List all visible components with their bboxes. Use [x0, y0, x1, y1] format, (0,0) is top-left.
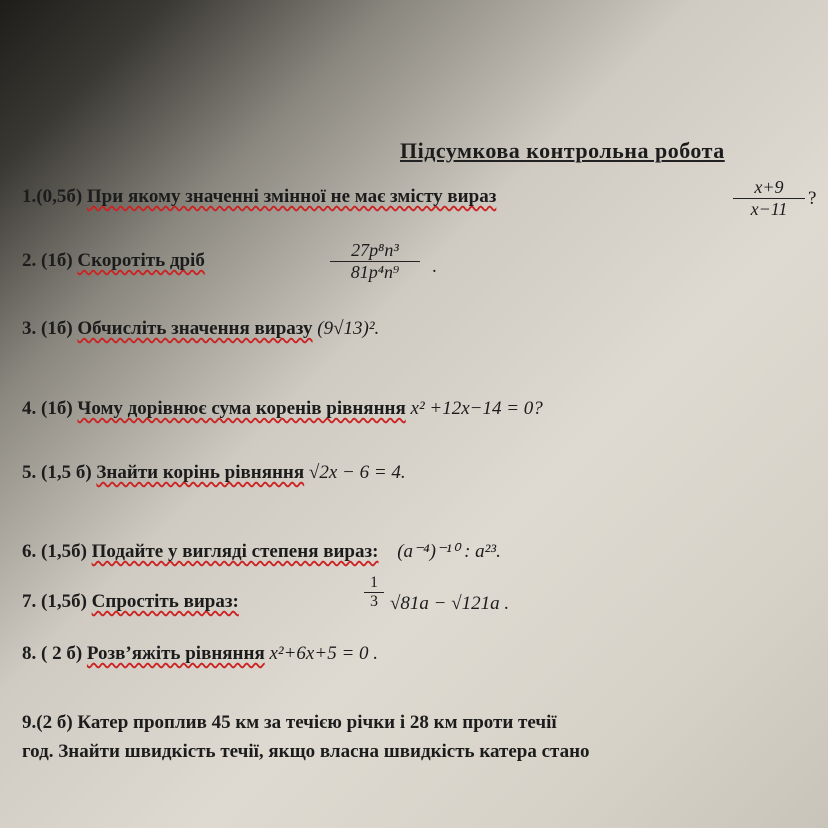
q1-numerator: x+9	[733, 177, 805, 199]
question-9-line-1: 9.(2 б) Катер проплив 45 км за течією річки і 28 км проти течії	[22, 712, 557, 733]
question-8	[22, 643, 378, 665]
q4-expression: x² +12x−14 = 0?	[410, 398, 543, 419]
q7-text: Спростіть вираз:	[91, 591, 239, 612]
q2-text: Скоротіть дріб	[77, 250, 205, 271]
question-5	[22, 462, 406, 484]
q4-text: Чому дорівнює сума коренів рівняння	[77, 398, 406, 419]
q3-expression: (9√13)².	[317, 318, 380, 339]
q8-text: Розв’яжіть рівняння	[86, 643, 265, 664]
q5-text: Знайти корінь рівняння	[96, 462, 305, 483]
question-3	[22, 318, 379, 340]
q6-text: Подайте у вигляді степеня вираз:	[91, 541, 379, 562]
q7-denominator: 3	[370, 593, 378, 610]
q7-fraction	[364, 574, 384, 611]
q1-text: При якому значенні змінної не має змісту вираз	[86, 186, 497, 207]
q2-numerator: 27p⁸n³	[330, 240, 420, 262]
q3-number: 3. (1б)	[22, 318, 73, 339]
question-7	[22, 591, 239, 613]
q2-fraction	[330, 240, 420, 283]
question-9-line-2: год. Знайти швидкість течії, якщо власна швидкість катера стано	[22, 741, 590, 762]
question-6	[22, 541, 501, 563]
q6-number: 6. (1,5б)	[22, 541, 87, 562]
q1-number: 1.(0,5б)	[22, 186, 83, 207]
question-2	[22, 250, 205, 272]
q2-denominator: 81p⁴n⁹	[350, 262, 400, 282]
q1-denominator: x−11	[750, 199, 788, 219]
q8-expression: x²+6x+5 = 0 .	[269, 643, 379, 664]
q5-expression: √2x − 6 = 4.	[308, 462, 406, 483]
q7-numerator: 1	[364, 574, 384, 593]
q5-number: 5. (1,5 б)	[22, 462, 92, 483]
q4-number: 4. (1б)	[22, 398, 73, 419]
q1-fraction	[733, 177, 805, 220]
q8-number: 8. ( 2 б)	[22, 643, 83, 664]
q2-number: 2. (1б)	[22, 250, 73, 271]
page-title: Підсумкова контрольна робота	[400, 138, 725, 163]
q7-expression: √81a − √121a .	[390, 593, 510, 614]
q1-end: ?	[808, 188, 817, 209]
q6-expression: (a⁻⁴)⁻¹⁰ : a²³.	[397, 541, 501, 562]
q7-number: 7. (1,5б)	[22, 591, 87, 612]
question-4	[22, 398, 543, 420]
q2-end: .	[432, 256, 437, 277]
question-1	[22, 186, 496, 208]
q3-text: Обчисліть значення виразу	[77, 318, 313, 339]
